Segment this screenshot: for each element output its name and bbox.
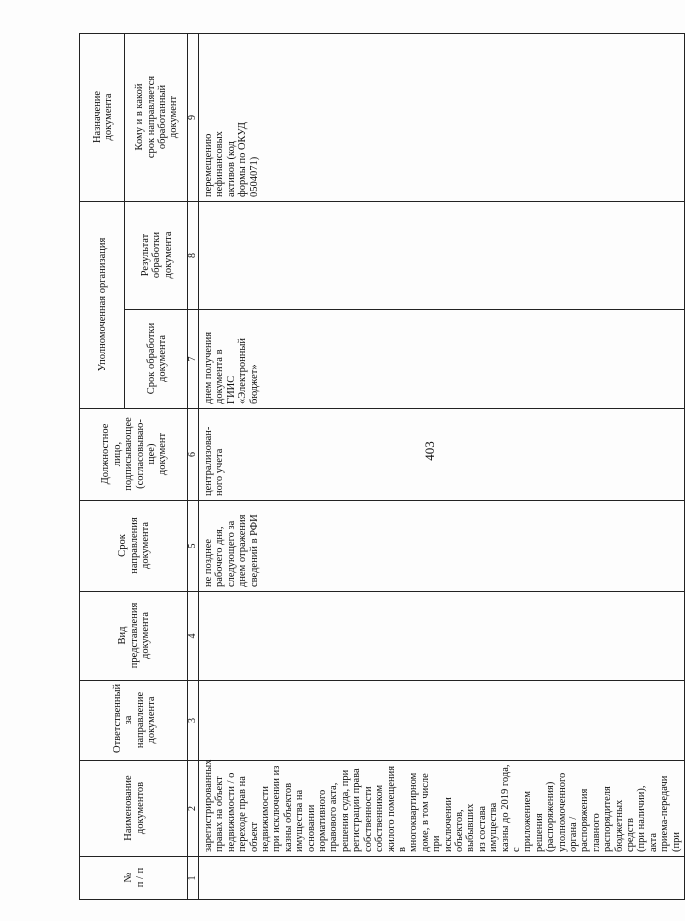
cell-signing-official: централизован- ного учета — [199, 409, 685, 501]
documents-table — [79, 33, 685, 900]
header-document-name: Наименование документов — [80, 761, 188, 857]
page-number: 403 — [422, 441, 437, 461]
header-processing-result: Результат обработки документа — [125, 202, 188, 310]
header-document-purpose: Назначение документа — [80, 34, 125, 202]
cell-processing-deadline: днем получения документа в ГИИС «Электронный бюджет» — [199, 310, 685, 409]
header-number: № п / п — [80, 857, 188, 900]
table-row — [199, 34, 685, 900]
column-number: 9 — [188, 34, 199, 202]
cell-number — [199, 857, 685, 900]
column-number: 4 — [188, 592, 199, 681]
cell-sending-deadline: не позднее рабочего дня, следующего за днем отражения сведений в РФИ — [199, 501, 685, 592]
header-recipient: Кому и в какой срок направляется обработанный документ — [125, 34, 188, 202]
column-number: 3 — [188, 681, 199, 761]
column-number: 2 — [188, 761, 199, 857]
column-numbers-row — [188, 34, 199, 900]
column-number: 8 — [188, 202, 199, 310]
cell-document-name: зарегистрированных правах на объект недвижимости / о переходе прав на объект недвижимости при исключении из казны объектов имущества на основании нормативного правового акта, решения суда, при регистрации права собственности собственником жилого помещения в многоквартирном доме, в том числе при исключении объектов, выбывших из состава имущества казны до 2019 года, с приложением решения (распоряжения) уполномоченного органа / распоряжения главного распорядителя бюджетных средств (при наличии), акта приема-передачи (при — [199, 761, 685, 857]
cell-responsible — [199, 681, 685, 761]
column-number: 5 — [188, 501, 199, 592]
header-sending-deadline: Срок направления документа — [80, 501, 188, 592]
header-authorized-organization: Уполномоченная организация — [80, 202, 125, 409]
header-presentation-type: Вид представления документа — [80, 592, 188, 681]
column-number: 7 — [188, 310, 199, 409]
column-number: 6 — [188, 409, 199, 501]
cell-recipient: перемещению нефинансовых активов (код формы по ОКУД 0504071) — [199, 34, 685, 202]
document-table-rotated — [79, 34, 682, 900]
column-number: 1 — [188, 857, 199, 900]
cell-presentation-type — [199, 592, 685, 681]
header-signing-official: Должностное лицо, подписывающее (согласовываю- щее) документ — [80, 409, 188, 501]
cell-processing-result — [199, 202, 685, 310]
header-responsible: Ответственный за направление документа — [80, 681, 188, 761]
header-processing-deadline: Срок обработки документа — [125, 310, 188, 409]
